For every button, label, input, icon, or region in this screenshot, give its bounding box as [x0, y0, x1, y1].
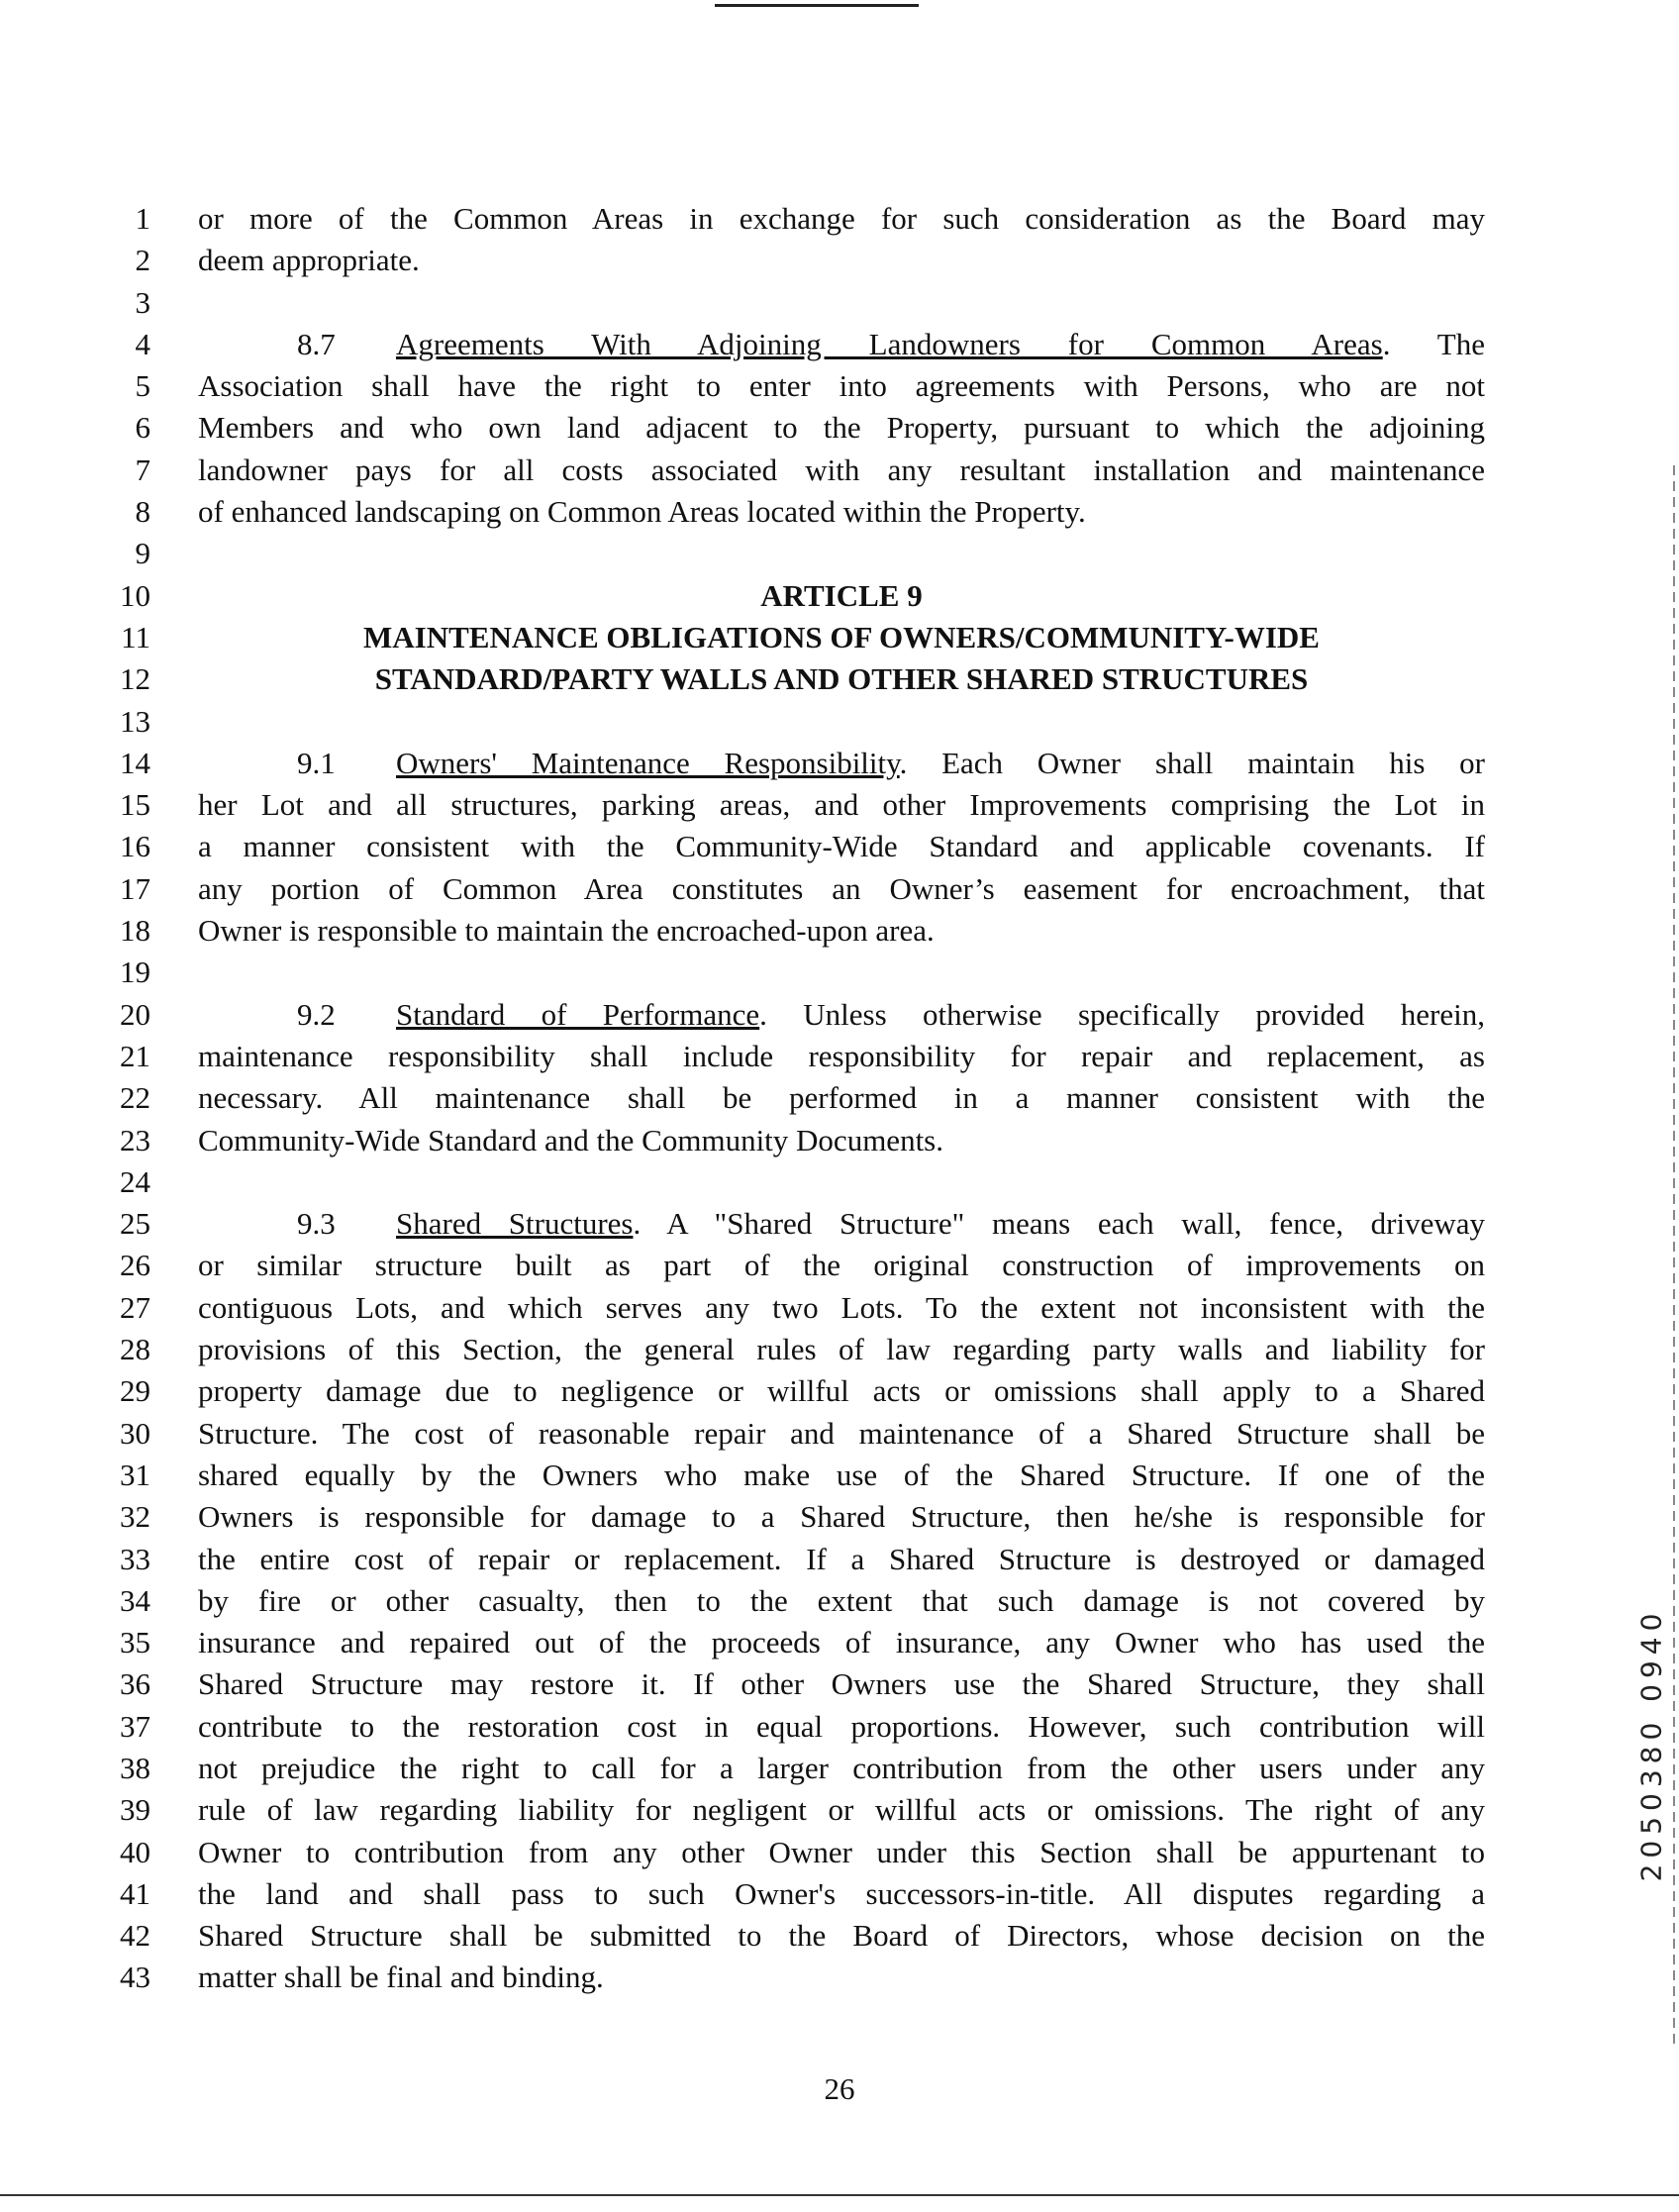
line-number: 8	[135, 494, 150, 530]
document-line	[0, 533, 1679, 574]
section-number: 8.7	[297, 326, 336, 361]
body-text-line: Structure. The cost of reasonable repair and maintenance of a Shared Structure shall be	[198, 1415, 1485, 1451]
document-line	[0, 1245, 1679, 1286]
line-number: 7	[135, 452, 150, 487]
line-number: 9	[135, 536, 150, 571]
document-line	[0, 1622, 1679, 1663]
right-margin-rule	[1673, 465, 1675, 2050]
document-line	[0, 1663, 1679, 1705]
section-title: Shared Structures	[396, 1206, 634, 1242]
line-number: 25	[120, 1206, 150, 1242]
body-text-line: her Lot and all structures, parking areas, and other Improvements comprising the Lot in	[198, 787, 1485, 823]
document-line	[0, 1077, 1679, 1119]
line-number: 38	[120, 1750, 150, 1785]
line-number: 13	[120, 703, 150, 739]
top-scan-rule	[715, 4, 919, 7]
line-number: 24	[120, 1163, 150, 1199]
bottom-scan-rule	[0, 2194, 1679, 2196]
article-heading-line: ARTICLE 9	[760, 577, 923, 613]
line-number: 31	[120, 1457, 150, 1492]
line-number: 16	[120, 829, 150, 864]
body-text-line: or similar structure built as part of the original construction of improvements on	[198, 1248, 1485, 1283]
body-text-line: matter shall be final and binding.	[198, 1960, 604, 1995]
body-text-line: landowner pays for all costs associated with any resultant installation and maintenance	[198, 452, 1485, 487]
document-line	[0, 1748, 1679, 1789]
body-text-line: the entire cost of repair or replacement. If a Shared Structure is destroyed or damaged	[198, 1541, 1485, 1576]
section-title: Agreements With Adjoining Landowners for Common Areas	[396, 326, 1383, 361]
document-line	[0, 743, 1679, 784]
body-text-line: Shared Structure may restore it. If other Owners use the Shared Structure, they shall	[198, 1666, 1485, 1702]
line-number: 35	[120, 1625, 150, 1660]
line-number: 5	[135, 368, 150, 404]
document-line	[0, 324, 1679, 365]
body-text-line: Members and who own land adjacent to the Property, pursuant to which the adjoining	[198, 410, 1485, 446]
section-heading-line	[198, 994, 1485, 1036]
document-line	[0, 994, 1679, 1036]
body-text-line: provisions of this Section, the general rules of law regarding party walls and liability for	[198, 1332, 1485, 1367]
body-text-line: Shared Structure shall be submitted to the Board of Directors, whose decision on the	[198, 1918, 1485, 1954]
document-line	[0, 1873, 1679, 1915]
body-text-line: Community-Wide Standard and the Community Documents.	[198, 1122, 943, 1157]
line-number: 10	[120, 577, 150, 613]
document-line	[0, 575, 1679, 617]
line-number: 18	[120, 913, 150, 949]
line-number: 30	[120, 1415, 150, 1451]
line-number: 42	[120, 1918, 150, 1954]
section-number: 9.2	[297, 996, 336, 1032]
line-number: 36	[120, 1666, 150, 1702]
document-line	[0, 784, 1679, 826]
document-line	[0, 1706, 1679, 1748]
line-number: 20	[120, 996, 150, 1032]
section-title: Owners' Maintenance Responsibility	[396, 745, 900, 780]
line-number: 29	[120, 1373, 150, 1409]
section-heading-line	[198, 324, 1485, 365]
body-text-line: contiguous Lots, and which serves any two Lots. To the extent not inconsistent with the	[198, 1289, 1485, 1325]
document-line	[0, 1120, 1679, 1161]
section-heading-line	[198, 1203, 1485, 1245]
document-line	[0, 1287, 1679, 1329]
document-line	[0, 1413, 1679, 1455]
document-line	[0, 868, 1679, 910]
body-text-line: of enhanced landscaping on Common Areas located within the Property.	[198, 494, 1086, 530]
document-line	[0, 1370, 1679, 1412]
line-number: 28	[120, 1332, 150, 1367]
line-number: 27	[120, 1289, 150, 1325]
document-line	[0, 407, 1679, 449]
body-text-line: a manner consistent with the Community-Wide Standard and applicable covenants. If	[198, 829, 1485, 864]
section-lead-text: . Unless otherwise specifically provided herein,	[759, 996, 1485, 1032]
section-number: 9.3	[297, 1206, 336, 1242]
line-number: 11	[121, 619, 150, 654]
line-number: 17	[120, 870, 150, 906]
document-line	[0, 658, 1679, 700]
article-heading-line: MAINTENANCE OBLIGATIONS OF OWNERS/COMMUNITY-WIDE	[363, 619, 1320, 654]
body-text-line: not prejudice the right to call for a larger contribution from the other users under any	[198, 1750, 1485, 1785]
document-line	[0, 1539, 1679, 1580]
section-heading-line	[198, 743, 1485, 784]
document-line	[0, 1203, 1679, 1245]
body-text-line: property damage due to negligence or willful acts or omissions shall apply to a Shared	[198, 1373, 1485, 1409]
document-line	[0, 1161, 1679, 1203]
body-text-line: by fire or other casualty, then to the extent that such damage is not covered by	[198, 1582, 1485, 1618]
body-text-line: insurance and repaired out of the proceeds of insurance, any Owner who has used the	[198, 1625, 1485, 1660]
document-body	[0, 198, 1679, 1999]
line-number: 23	[120, 1122, 150, 1157]
line-number: 4	[135, 326, 150, 361]
document-line	[0, 1455, 1679, 1496]
line-number: 14	[120, 745, 150, 780]
line-number: 41	[120, 1875, 150, 1911]
document-line	[0, 826, 1679, 867]
body-text-line: Owners is responsible for damage to a Shared Structure, then he/she is responsible for	[198, 1499, 1485, 1535]
line-number: 26	[120, 1248, 150, 1283]
line-number: 39	[120, 1792, 150, 1828]
article-heading-line: STANDARD/PARTY WALLS AND OTHER SHARED STRUCTURES	[374, 661, 1309, 697]
section-number: 9.1	[297, 745, 336, 780]
document-line	[0, 1036, 1679, 1077]
line-number: 43	[120, 1960, 150, 1995]
document-line	[0, 365, 1679, 407]
line-number: 21	[120, 1038, 150, 1073]
line-number: 1	[135, 201, 150, 236]
body-text-line: deem appropriate.	[198, 243, 420, 278]
line-number: 22	[120, 1080, 150, 1116]
document-line	[0, 1832, 1679, 1873]
document-line	[0, 1329, 1679, 1370]
line-number: 3	[135, 284, 150, 320]
line-number: 19	[120, 955, 150, 990]
body-text-line: necessary. All maintenance shall be performed in a manner consistent with the	[198, 1080, 1485, 1116]
section-lead-text: . Each Owner shall maintain his or	[899, 745, 1485, 780]
document-line	[0, 282, 1679, 324]
document-line	[0, 240, 1679, 281]
document-line	[0, 910, 1679, 952]
body-text-line: contribute to the restoration cost in equal proportions. However, such contribution will	[198, 1708, 1485, 1744]
line-number: 2	[135, 243, 150, 278]
document-line	[0, 450, 1679, 491]
body-text-line: Owner is responsible to maintain the encroached-upon area.	[198, 913, 935, 949]
line-number: 12	[120, 661, 150, 697]
body-text-line: or more of the Common Areas in exchange for such consideration as the Board may	[198, 201, 1485, 236]
document-line	[0, 491, 1679, 533]
body-text-line: Owner to contribution from any other Owner under this Section shall be appurtenant to	[198, 1834, 1485, 1869]
line-number: 6	[135, 410, 150, 446]
line-number: 34	[120, 1582, 150, 1618]
document-line	[0, 1915, 1679, 1957]
body-text-line: the land and shall pass to such Owner's successors-in-title. All disputes regarding a	[198, 1875, 1485, 1911]
document-line	[0, 1580, 1679, 1622]
body-text-line: Association shall have the right to enter into agreements with Persons, who are not	[198, 368, 1485, 404]
body-text-line: any portion of Common Area constitutes an Owner’s easement for encroachment, that	[198, 870, 1485, 906]
document-line	[0, 1789, 1679, 1831]
side-stamp-text: 2050380 0940	[1634, 1607, 1668, 1882]
document-line	[0, 1957, 1679, 1998]
document-line	[0, 617, 1679, 658]
section-lead-text: . The	[1382, 326, 1485, 361]
section-lead-text: . A "Shared Structure" means each wall, fence, driveway	[633, 1206, 1485, 1242]
document-line	[0, 198, 1679, 240]
page-number: 26	[824, 2071, 855, 2106]
side-recording-stamp	[1624, 1596, 1679, 1893]
document-line	[0, 1496, 1679, 1538]
line-number: 33	[120, 1541, 150, 1576]
section-title: Standard of Performance	[396, 996, 760, 1032]
line-number: 32	[120, 1499, 150, 1535]
line-number: 40	[120, 1834, 150, 1869]
body-text-line: rule of law regarding liability for negligent or willful acts or omissions. The right of any	[198, 1792, 1485, 1828]
line-number: 15	[120, 787, 150, 823]
line-number: 37	[120, 1708, 150, 1744]
body-text-line: shared equally by the Owners who make use of the Shared Structure. If one of the	[198, 1457, 1485, 1492]
document-line	[0, 701, 1679, 743]
document-line	[0, 952, 1679, 993]
body-text-line: maintenance responsibility shall include responsibility for repair and replacement, as	[198, 1038, 1485, 1073]
